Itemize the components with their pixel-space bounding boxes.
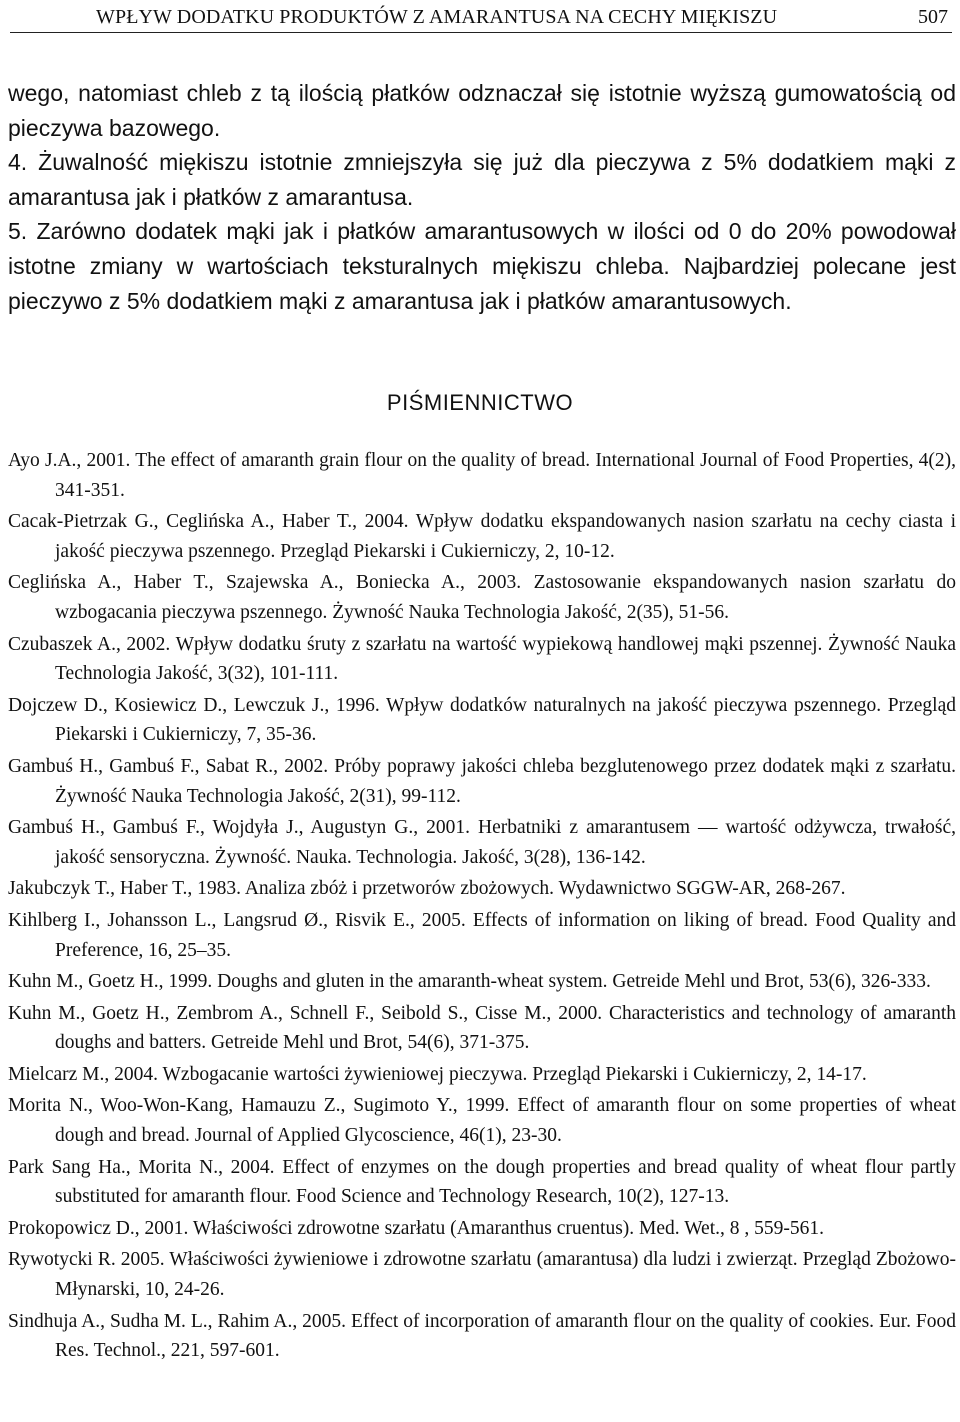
reference-item: Rywotycki R. 2005. Właściwości żywieniowe i zdrowotne szarłatu (amarantusa) dla ludzi i zwierząt. Przegląd Zbożowo-Młynarski, 10, 24-26. [8, 1249, 956, 1301]
reference-item: Gambuś H., Gambuś F., Sabat R., 2002. Próby poprawy jakości chleba bezglutenowego przez dodatek mąki z szarłatu. Żywność Nauka Technologia Jakość, 2(31), 99-112. [8, 755, 956, 807]
paragraph: 5. Zarówno dodatek mąki jak i płatków amarantusowych w ilości od 0 do 20% powodował istotne zmiany w wartościach teksturalnych miękiszu chleba. Najbardziej polecane jest pieczywo z 5% dodatkiem mąki z amarantusa jak i płatków amarantusowych. [8, 218, 956, 314]
reference-item: Kihlberg I., Johansson L., Langsrud Ø., Risvik E., 2005. Effects of information on liking of bread. Food Quality and Preference, 16, 25–35. [8, 909, 956, 961]
reference-item: Jakubczyk T., Haber T., 1983. Analiza zbóż i przetworów zbożowych. Wydawnictwo SGGW-AR, 268-267. [8, 878, 846, 900]
paragraph: 4. Żuwalność miękiszu istotnie zmniejszyła się już dla pieczywa z 5% dodatkiem mąki z amarantusa jak i płatków z amarantusa. [8, 149, 956, 210]
paragraph: wego, natomiast chleb z tą ilością płatków odznaczał się istotnie wyższą gumowatością od pieczywa bazowego. [8, 80, 956, 141]
page-number: 507 [918, 6, 948, 28]
reference-item: Prokopowicz D., 2001. Właściwości zdrowotne szarłatu (Amaranthus cruentus). Med. Wet., 8 , 559-561. [8, 1217, 824, 1239]
running-header [10, 4, 952, 33]
running-title: WPŁYW DODATKU PRODUKTÓW Z AMARANTUSA NA CECHY MIĘKISZU [96, 6, 778, 28]
reference-item: Mielcarz M., 2004. Wzbogacanie wartości żywieniowej pieczywa. Przegląd Piekarski i Cukierniczy, 2, 14-17. [8, 1063, 867, 1085]
reference-item: Sindhuja A., Sudha M. L., Rahim A., 2005. Effect of incorporation of amaranth flour on the quality of cookies. Eur. Food Res. Technol., 221, 597-601. [8, 1310, 956, 1362]
reference-item: Kuhn M., Goetz H., Zembrom A., Schnell F., Seibold S., Cisse M., 2000. Characteristics and technology of amaranth doughs and batters. Getreide Mehl und Brot, 54(6), 371-375. [8, 1002, 956, 1054]
reference-item: Ceglińska A., Haber T., Szajewska A., Boniecka A., 2003. Zastosowanie ekspandowanych nasion szarłatu do wzbogacania pieczywa pszennego. Żywność Nauka Technologia Jakość, 2(35), 51-56. [8, 572, 956, 623]
references-heading: PIŚMIENNICTWO [386, 390, 574, 415]
reference-item: Morita N., Woo-Won-Kang, Hamauzu Z., Sugimoto Y., 1999. Effect of amaranth flour on some properties of wheat dough and bread. Journal of Applied Glycoscience, 46(1), 23-30. [8, 1095, 956, 1147]
reference-item: Kuhn M., Goetz H., 1999. Doughs and gluten in the amaranth-wheat system. Getreide Mehl und Brot, 53(6), 326-333. [8, 971, 931, 993]
reference-item: Cacak-Pietrzak G., Ceglińska A., Haber T., 2004. Wpływ dodatku ekspandowanych nasion szarłatu na cechy ciasta i jakość pieczywa pszennego. Przegląd Piekarski i Cukierniczy, 2, 10-12. [8, 511, 956, 562]
reference-item: Ayo J.A., 2001. The effect of amaranth grain flour on the quality of bread. International Journal of Food Properties, 4(2), 341-351. [8, 450, 956, 501]
reference-list [8, 446, 956, 1368]
reference-item: Gambuś H., Gambuś F., Wojdyła J., Augustyn G., 2001. Herbatniki z amarantusem — wartość odżywcza, trwałość, jakość sensoryczna. Żywność. Nauka. Technologia. Jakość, 3(28), 136-142. [8, 817, 956, 868]
reference-item: Dojczew D., Kosiewicz D., Lewczuk J., 1996. Wpływ dodatków naturalnych na jakość pieczywa pszennego. Przegląd Piekarski i Cukierniczy, 7, 35-36. [8, 694, 956, 746]
reference-item: Czubaszek A., 2002. Wpływ dodatku śruty z szarłatu na wartość wypiekową handlowej mąki pszennej. Żywność Nauka Technologia Jakość, 3(32), 101-111. [8, 633, 956, 685]
conclusions-text [8, 76, 956, 318]
reference-item: Park Sang Ha., Morita N., 2004. Effect of enzymes on the dough properties and bread quality of wheat flour partly substituted for amaranth flour. Food Science and Technology Research, 10(2), 127-13. [8, 1156, 956, 1208]
